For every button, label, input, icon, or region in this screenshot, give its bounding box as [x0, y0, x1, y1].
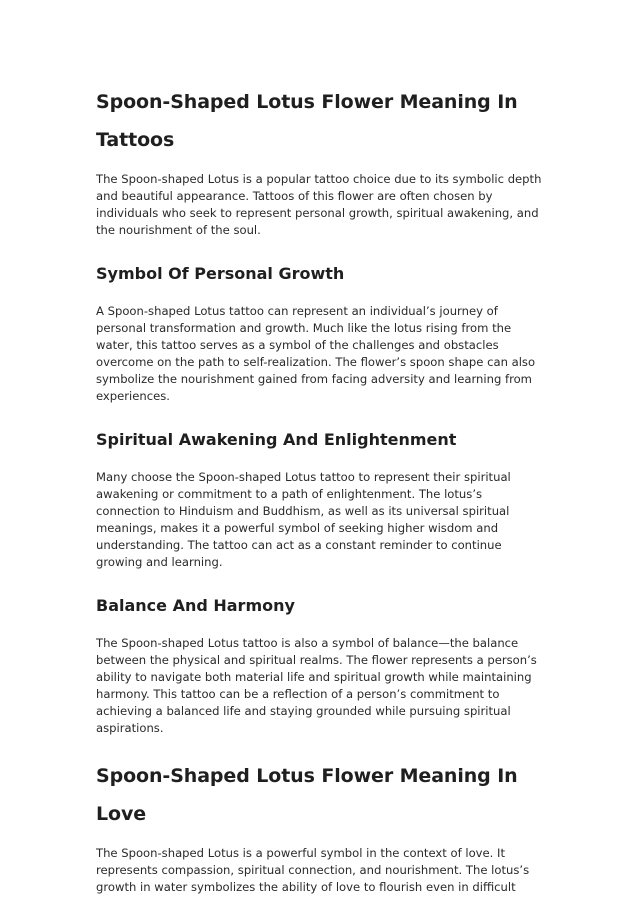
- paragraph-balance-harmony: The Spoon-shaped Lotus tattoo is also a symbol of balance—the balance between the physical and spiritual realms. The flower represents a person’s ability to navigate both material life and spiritual growth while maintaining harmony. This tattoo can be a reflection of a person’s commitment to achieving a balanced life and staying grounded while pursuing spiritual aspirations.: [96, 636, 537, 735]
- heading-tattoos: Spoon-Shaped Lotus Flower Meaning In Tattoos: [96, 91, 518, 151]
- paragraph-personal-growth: A Spoon-shaped Lotus tattoo can represent an individual’s journey of personal transformation and growth. Much like the lotus rising from the water, this tattoo serves as a symbol of the challenges and obstacles overcome on the path to self-realization. The flower’s spoon shape can also symbolize the nourishment gained from facing adversity and learning from experiences.: [96, 304, 536, 403]
- paragraph-love: The Spoon-shaped Lotus is a powerful symbol in the context of love. It represents compassion, spiritual connection, and nourishment. The lotus’s growth in water symbolizes the ability of love to flourish even in difficult: [96, 846, 530, 894]
- heading-personal-growth: Symbol Of Personal Growth: [96, 264, 345, 283]
- paragraph-tattoos-intro: The Spoon-shaped Lotus is a popular tattoo choice due to its symbolic depth and beautiful appearance. Tattoos of this flower are often chosen by individuals who seek to represent personal growth, spiritual awakening, and the nourishment of the soul.: [96, 172, 542, 237]
- article: [96, 83, 546, 896]
- heading-spiritual-awakening: Spiritual Awakening And Enlightenment: [96, 430, 457, 449]
- heading-balance-harmony: Balance And Harmony: [96, 596, 295, 615]
- heading-love: Spoon-Shaped Lotus Flower Meaning In Love: [96, 765, 518, 825]
- paragraph-spiritual-awakening: Many choose the Spoon-shaped Lotus tattoo to represent their spiritual awakening or commitment to a path of enlightenment. The lotus’s connection to Hinduism and Buddhism, as well as its universal spiritual meanings, makes it a powerful symbol of seeking higher wisdom and understanding. The tattoo can act as a constant reminder to continue growing and learning.: [96, 470, 511, 569]
